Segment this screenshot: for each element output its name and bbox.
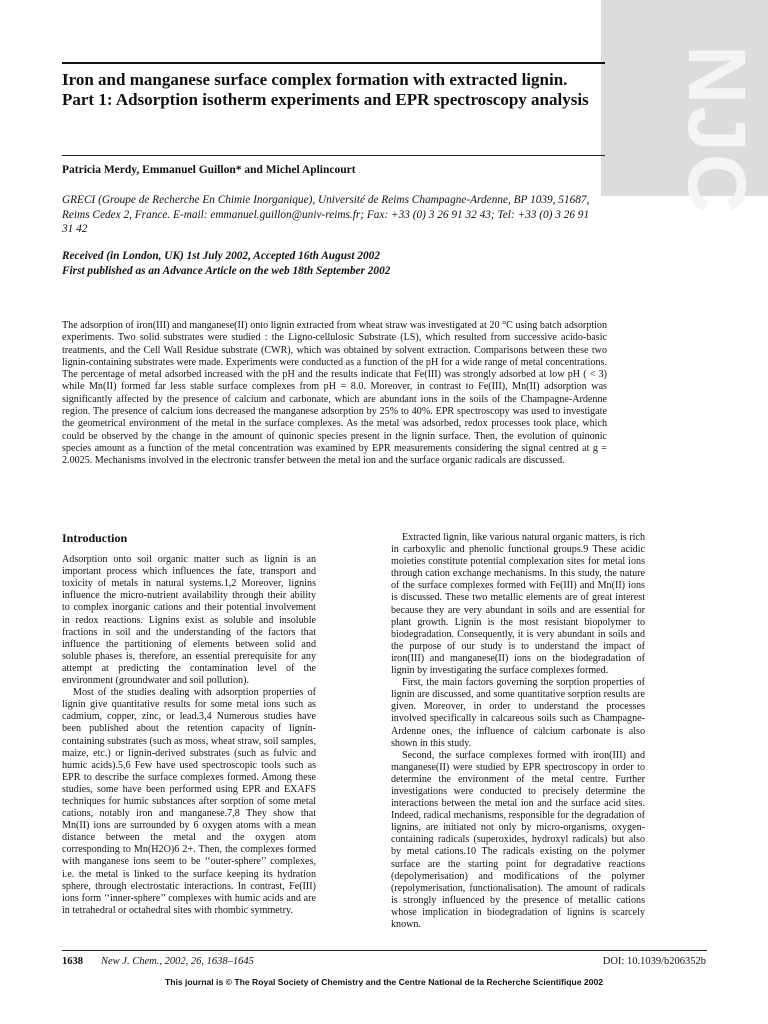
top-rule	[62, 62, 605, 64]
abstract: The adsorption of iron(III) and manganese(II) onto lignin extracted from wheat straw was investigated at 20 °C using batch adsorption experiments. Two solid substrates were studied : the Ligno-cellulosic Substrate (LS), which resulted from successive acido-basic treatments, and the Cell Wall Residue substrate (CWR), which was obtained by solvent extraction. Comparisons between these two lignin-containing substrates were made. Experiments were conducted as a function of the pH for a wide range of metal concentrations. The percentage of metal adsorbed increased with the pH and the results indicate that Fe(III) was strongly adsorbed at low pH ( < 3) while Mn(II) formed far less stable surface complexes from pH = 8.0. Moreover, in contrast to Fe(III), Mn(II) adsorption was significantly affected by the presence of calcium and carbonate, which are abundant ions in the soils of the Champagne-Ardenne region. The presence of calcium ions decreased the manganese adsorption by 25% to 40%. EPR spectroscopy was used to investigate the geometrical environment of the metal in the surface complexes. As the metal was adsorbed, redox processes took place, which could be observed by the change in the amount of quinonic species present in the lignin surface. Then, the evolution of quinonic species amount as a function of the metal concentration was examined by EPR measurements considering the signal centred at g = 2.0025. Mechanisms involved in the electronic transfer between the metal ion and the surface organic radicals are discussed.	[62, 320, 607, 467]
right-paragraph: First, the main factors governing the sorption properties of lignin are discussed, and some quantitative sorption results are given. Moreover, in order to understand the processes involved specifically in calcareous soils such as Champagne-Ardenne ones, the influence of calcium carbonate is also shown in this study.	[391, 677, 645, 749]
received-dates	[62, 249, 602, 278]
njc-logo: NJC	[671, 45, 762, 216]
left-column	[62, 532, 316, 917]
page-number: 1638	[62, 956, 83, 967]
authors: Patricia Merdy, Emmanuel Guillon* and Michel Aplincourt	[62, 164, 356, 176]
left-paragraph: Most of the studies dealing with adsorption properties of lignin give quantitative results for some metal ions such as cadmium, copper, zinc, or lead.3,4 Numerous studies have been published about the retention capacity of lignin-containing substrates (such as moss, wheat straw, soil samples, maize, etc.) or lignin-derived substrates (such as fulvic and humic acids).5,6 Few have used spectroscopic tools such as EPR to describe the surface complexes formed. Among these studies, some have been performed using EPR and EXAFS techniques for humic substances after sorption of some metal cations, notably iron and manganese.7,8 They show that Mn(II) ions are surrounded by 6 oxygen atoms with a mean distance between the metal and the oxygen atom corresponding to Mn(H2O)6 2+. Then, the complexes formed with manganese ions seem to be ‘‘outer-sphere’’ complexes, i.e. the metal is linked to the surface keeping its hydration sphere, through electrostatic interactions. In contrast, Fe(III) ions form ‘‘inner-sphere’’ complexes with humic acids and are in tetrahedral or octahedral sites with rhombic symmetry.	[62, 687, 316, 916]
received-line: Received (in London, UK) 1st July 2002, Accepted 16th August 2002	[62, 250, 380, 262]
right-column	[391, 532, 645, 931]
introduction-heading: Introduction	[62, 531, 128, 545]
journal-copyright-line: This journal is © The Royal Society of Chemistry and the Centre National de la Recherche Scientifique 2002	[164, 977, 604, 987]
right-paragraph: Second, the surface complexes formed with iron(III) and manganese(II) were studied by EPR spectroscopy in order to determine the environment of the metal centre. Further investigations were conducted to precisely determine the interactions between the metal ion and the surface acid sites. Indeed, radical mechanisms, responsible for the degradation of lignins, are initiated not only by micro-organisms, oxygen-containing radicals (superoxides, hydroxyl radicals) but also by metal cations.10 The radicals existing on the polymer surface are the starting point for degradative reactions (depolymerisation) and modifications of the polymer (repolymerisation, functionalisation). The amount of radicals is strongly influenced by the presence of metallic cations whose implication in biodegradation of lignins is scarcely known.	[391, 749, 645, 930]
affiliation: GRECI (Groupe de Recherche En Chimie Inorganique), Université de Reims Champagne-Ardenne, BP 1039, 51687, Reims Cedex 2, France. E-mail: emmanuel.guillon@univ-reims.fr; Fax: +33 (0) 3 26 91 32 43; Tel: +33 (0) 3 26 91 31 42	[62, 194, 590, 235]
article-title: Iron and manganese surface complex formation with extracted lignin. Part 1: Adsorption isotherm experiments and EPR spectroscopy analysis	[62, 70, 589, 109]
doi: DOI: 10.1039/b206352b	[602, 956, 706, 967]
footer-citation-block	[62, 956, 254, 967]
footer-rule	[62, 950, 707, 951]
right-paragraph: Extracted lignin, like various natural organic matters, is rich in carboxylic and phenolic functional groups.9 These acidic moieties constitute potential complexation sites for metal ions through cation exchange mechanisms. In this study, the nature of the surface complexes formed with Fe(III) and Mn(II) ions is discussed. These two metallic elements are of great interest because they are very abundant in soils and are essential for plant growth. Lignin is the most resistant biopolymer to biodegradation. Consequently, it is very abundant in soils and the purpose of our study is to understand the impact of iron(III) and manganese(II) ions on the biodegradation of lignin by investigating the surface complexes formed.	[391, 532, 645, 677]
first-published-line: First published as an Advance Article on the web 18th September 2002	[62, 264, 391, 277]
title-rule	[62, 155, 605, 156]
journal-citation: New J. Chem., 2002, 26, 1638–1645	[101, 956, 254, 967]
left-paragraph: Adsorption onto soil organic matter such as lignin is an important process which influences the fate, transport and toxicity of metals in natural systems.1,2 Moreover, lignins influence the micro-nutrient availability through their ability to complex inorganic cations and their potential involvement in redox reactions. Lignins exist as soluble and insoluble fractions in soil and the understanding of the factors that influence the partitioning of elements between solid and soluble phases is, therefore, an essential prerequisite for any attempt at predicting the contamination level of the environment (groundwater and soil pollution).	[62, 554, 316, 687]
